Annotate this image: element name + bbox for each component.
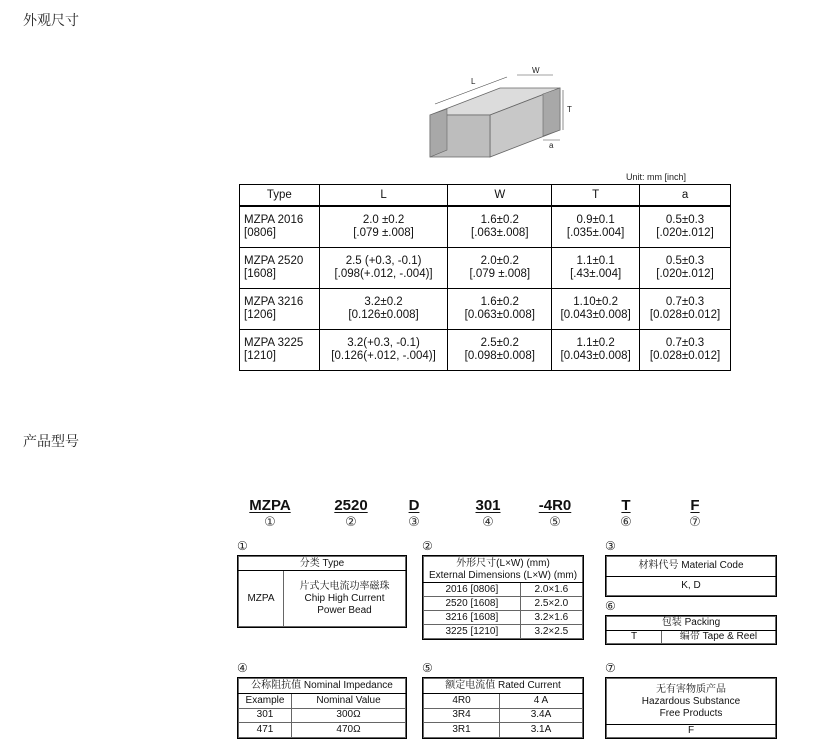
- impedance-value: 300Ω: [292, 708, 406, 723]
- a-inch: [.020±.012]: [656, 227, 714, 239]
- type-name: MZPA 3216: [244, 296, 304, 308]
- table-row: [240, 206, 731, 248]
- a-inch: [.020±.012]: [656, 268, 714, 280]
- box7-number: ⑦: [605, 661, 616, 675]
- table-row: [239, 723, 406, 738]
- impedance-col-nominal: Nominal Value: [292, 693, 406, 708]
- table-row: [424, 583, 583, 597]
- dimensions-header-en: External Dimensions (L×W) (mm): [428, 569, 578, 581]
- packing-box: [605, 615, 777, 645]
- type-code: [1608]: [244, 268, 276, 280]
- dim-code: 2520 [1608]: [424, 597, 521, 611]
- type-code: [0806]: [244, 227, 276, 239]
- chip-dimension-diagram: [425, 60, 585, 160]
- table-row: [424, 611, 583, 625]
- header-w: W: [448, 185, 552, 207]
- a-mm: 0.7±0.3: [665, 296, 705, 308]
- w-inch: [.063±.008]: [471, 227, 529, 239]
- hsf-line-en-1: Hazardous Substance: [641, 695, 741, 707]
- l-inch: [.079 ±.008]: [353, 227, 414, 239]
- a-inch: [0.028±0.012]: [649, 309, 721, 321]
- dim-code: 3216 [1608]: [424, 611, 521, 625]
- table-row: [240, 330, 731, 371]
- current-box-header: 额定电流值 Rated Current: [424, 679, 583, 694]
- diagram-label-w: W: [532, 66, 540, 75]
- t-inch: [.035±.004]: [566, 227, 625, 239]
- t-mm: 0.9±0.1: [576, 214, 615, 226]
- impedance-box-header: 公称阻抗值 Nominal Impedance: [239, 679, 406, 694]
- dim-value: 2.0×1.6: [520, 583, 582, 597]
- appearance-section-title: 外观尺寸: [23, 12, 79, 28]
- code-number: ④: [482, 514, 494, 529]
- hsf-box-header: [607, 679, 776, 725]
- diagram-label-t: T: [567, 105, 572, 114]
- current-box: [422, 677, 584, 739]
- table-row: [424, 708, 583, 723]
- a-mm: 0.7±0.3: [665, 337, 705, 349]
- table-row: [240, 248, 731, 289]
- code-segment-impedance: [468, 497, 508, 529]
- l-inch: [0.126±0.008]: [348, 309, 419, 321]
- dim-code: 3225 [1210]: [424, 625, 521, 639]
- dim-value: 3.2×1.6: [520, 611, 582, 625]
- a-inch: [0.028±0.012]: [649, 350, 721, 362]
- l-mm: 3.2±0.2: [364, 296, 403, 308]
- packing-desc: 编带 Tape & Reel: [662, 630, 776, 644]
- material-box: [605, 555, 777, 597]
- t-mm: 1.1±0.1: [576, 255, 615, 267]
- table-row: [424, 625, 583, 639]
- code-text: MZPA: [249, 497, 291, 514]
- dimension-table: [239, 184, 731, 371]
- type-desc-cn: 片式大电流功率磁珠: [299, 580, 390, 592]
- header-l: L: [319, 185, 448, 207]
- impedance-code: 471: [239, 723, 292, 738]
- w-mm: 2.5±0.2: [480, 337, 519, 349]
- packing-box-header: 包装 Packing: [607, 617, 776, 631]
- a-mm: 0.5±0.3: [665, 214, 705, 226]
- header-type: Type: [240, 185, 320, 207]
- box4-number: ④: [237, 661, 248, 675]
- code-text: F: [690, 497, 700, 514]
- diagram-label-l: L: [471, 77, 476, 86]
- type-box: [237, 555, 407, 628]
- l-mm: 2.0 ±0.2: [362, 214, 405, 226]
- table-row: [239, 708, 406, 723]
- type-desc-en-1: Chip High Current: [304, 592, 385, 604]
- code-number: ②: [345, 514, 357, 529]
- t-inch: [0.043±0.008]: [560, 350, 631, 362]
- hsf-line-cn: 无有害物质产品: [656, 683, 726, 695]
- type-code: [1206]: [244, 309, 276, 321]
- dimensions-header-cn: 外形尺寸(L×W) (mm): [456, 557, 550, 569]
- code-segment-hsf: [683, 497, 707, 529]
- diagram-label-a: a: [549, 141, 554, 150]
- t-inch: [.43±.004]: [570, 268, 622, 280]
- current-value: 3.1A: [500, 723, 583, 738]
- unit-note: Unit: mm [inch]: [626, 172, 687, 182]
- current-code: 3R4: [424, 708, 500, 723]
- box3-number: ③: [605, 539, 616, 553]
- box2-number: ②: [422, 539, 433, 553]
- l-inch: [0.126(+.012, -.004)]: [331, 350, 436, 362]
- dim-value: 3.2×2.5: [520, 625, 582, 639]
- current-code: 4R0: [424, 693, 500, 708]
- type-code: [1210]: [244, 350, 276, 362]
- code-segment-material: [402, 497, 426, 529]
- current-value: 4 A: [500, 693, 583, 708]
- w-inch: [.079 ±.008]: [469, 268, 531, 280]
- code-segment-packing: [614, 497, 638, 529]
- code-text: 301: [475, 497, 501, 514]
- code-number: ⑤: [549, 514, 561, 529]
- header-a: a: [640, 185, 731, 207]
- table-row: [424, 723, 583, 738]
- a-mm: 0.5±0.3: [665, 255, 705, 267]
- code-text: 2520: [334, 497, 368, 514]
- code-segment-current: [533, 497, 577, 529]
- current-value: 3.4A: [500, 708, 583, 723]
- t-inch: [0.043±0.008]: [560, 309, 631, 321]
- l-inch: [.098(+.012, -.004)]: [334, 268, 433, 280]
- w-inch: [0.063±0.008]: [464, 309, 535, 321]
- l-mm: 2.5 (+0.3, -0.1): [345, 255, 422, 267]
- type-desc-cell: [284, 571, 406, 627]
- part-code-breakdown: [0, 497, 837, 537]
- hsf-value: F: [607, 725, 776, 738]
- impedance-value: 470Ω: [292, 723, 406, 738]
- box6-number: ⑥: [605, 599, 616, 613]
- code-number: ③: [408, 514, 420, 529]
- code-number: ①: [264, 514, 276, 529]
- code-number: ⑥: [620, 514, 632, 529]
- dimensions-box-header: [424, 557, 583, 583]
- dimensions-box: [422, 555, 584, 640]
- impedance-box: [237, 677, 407, 739]
- code-number: ⑦: [689, 514, 701, 529]
- table-row: [424, 597, 583, 611]
- material-value: K, D: [607, 576, 776, 596]
- code-segment-size: [329, 497, 373, 529]
- t-mm: 1.10±0.2: [573, 296, 618, 308]
- type-desc-en-2: Power Bead: [317, 604, 372, 616]
- dim-code: 2016 [0806]: [424, 583, 521, 597]
- w-mm: 1.6±0.2: [480, 214, 519, 226]
- packing-code: T: [607, 630, 662, 644]
- hsf-line-en-2: Free Products: [659, 707, 723, 719]
- type-code-cell: MZPA: [239, 571, 284, 627]
- code-text: T: [621, 497, 631, 514]
- hsf-box: [605, 677, 777, 739]
- w-inch: [0.098±0.008]: [464, 350, 535, 362]
- material-box-header: 材料代号 Material Code: [607, 557, 776, 577]
- w-mm: 1.6±0.2: [480, 296, 519, 308]
- table-row: [240, 289, 731, 330]
- dim-value: 2.5×2.0: [520, 597, 582, 611]
- l-mm: 3.2(+0.3, -0.1): [347, 337, 420, 349]
- type-name: MZPA 2016: [244, 214, 304, 226]
- table-row: [424, 693, 583, 708]
- current-code: 3R1: [424, 723, 500, 738]
- t-mm: 1.1±0.2: [576, 337, 615, 349]
- type-name: MZPA 3225: [244, 337, 304, 349]
- impedance-col-example: Example: [239, 693, 292, 708]
- box5-number: ⑤: [422, 661, 433, 675]
- code-text: D: [408, 497, 420, 514]
- impedance-code: 301: [239, 708, 292, 723]
- dimension-table-header: [240, 185, 731, 207]
- type-name: MZPA 2520: [244, 255, 304, 267]
- part-number-section-title: 产品型号: [23, 433, 79, 449]
- w-mm: 2.0±0.2: [480, 255, 519, 267]
- code-text: -4R0: [538, 497, 572, 514]
- box1-number: ①: [237, 539, 248, 553]
- type-box-header: 分类 Type: [239, 557, 406, 571]
- header-t: T: [552, 185, 640, 207]
- code-segment-type: [245, 497, 295, 529]
